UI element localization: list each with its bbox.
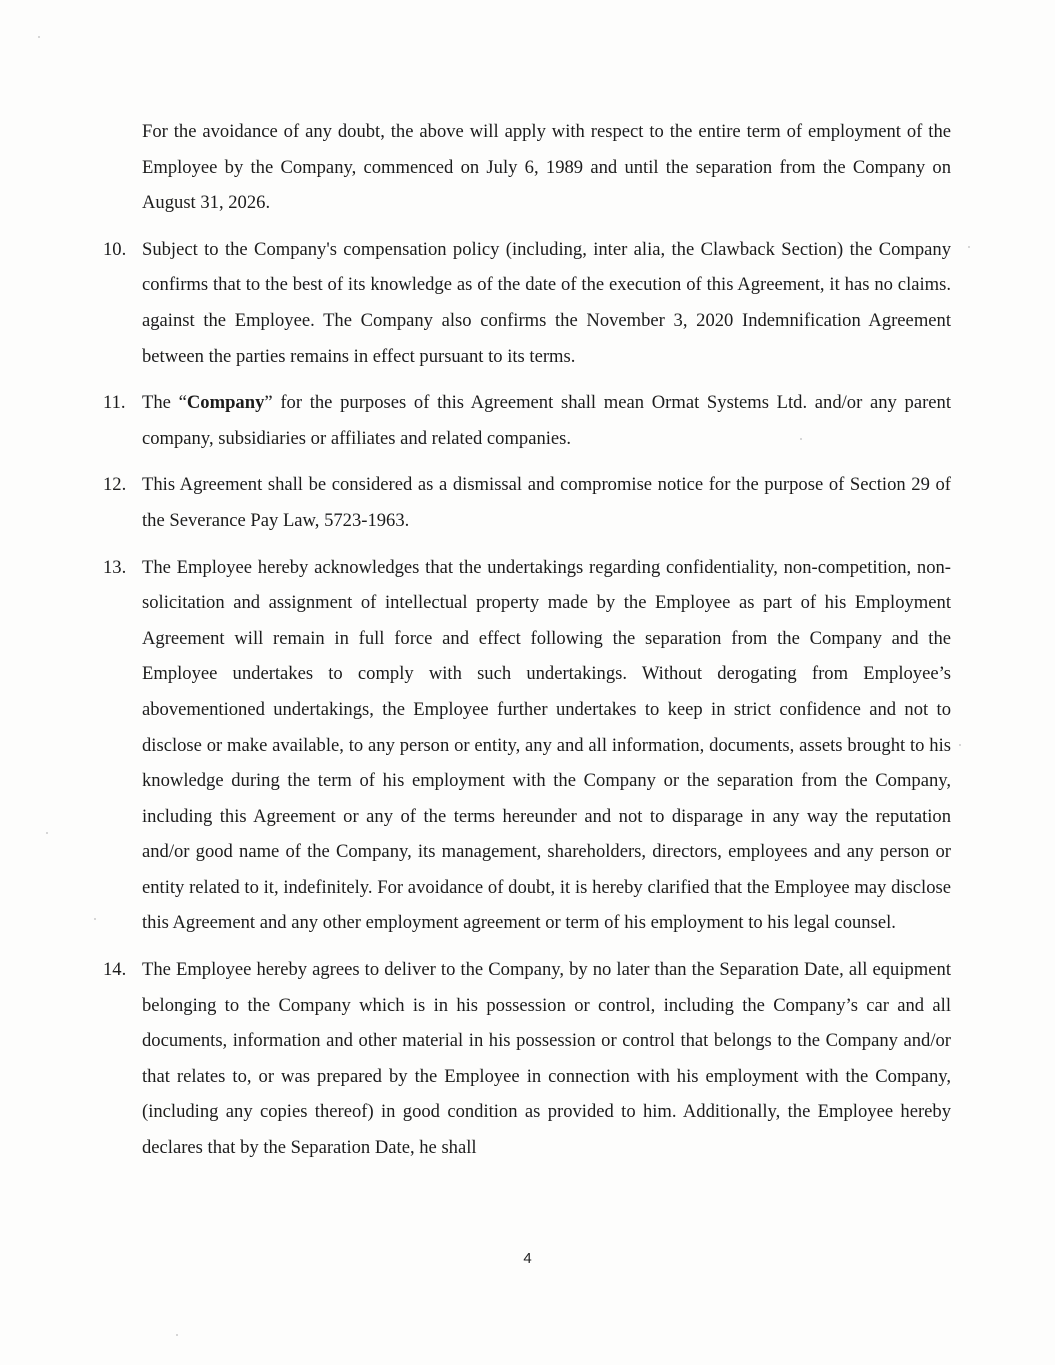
scan-speck bbox=[968, 246, 970, 248]
document-body bbox=[103, 114, 951, 1177]
clause-number: 10. bbox=[103, 238, 127, 260]
clause-text: The Employee hereby agrees to deliver to the Company, by no later than the Separation Date, all equipment belonging to the Company which is in his possession or control, including the Company’s car and all documents, information and other material in his possession or control that belongs to the Company and/or that relates to, or was prepared by the Employee in connection with his employment with the Company, (including any copies thereof) in good condition as provided to him. Additionally, the Employee hereby declares that by the Separation Date, he shall bbox=[142, 959, 951, 1159]
scan-speck bbox=[176, 1334, 178, 1336]
continuation-paragraph bbox=[103, 114, 951, 221]
defined-term: Company bbox=[186, 392, 265, 414]
clause-number: 11. bbox=[103, 392, 126, 414]
clause-14 bbox=[103, 952, 951, 1166]
clause-text bbox=[142, 385, 951, 456]
clause-number: 14. bbox=[103, 959, 127, 981]
clause-number: 12. bbox=[103, 474, 127, 496]
clause-11 bbox=[103, 385, 951, 456]
clause-text-after: ” for the purposes of this Agreement shall mean Ormat Systems Ltd. and/or any parent company, subsidiaries or affiliates and related companies. bbox=[142, 392, 951, 449]
scan-speck bbox=[46, 832, 48, 834]
clause-text: Subject to the Company's compensation policy (including, inter alia, the Clawback Section) the Company confirms that to the best of its knowledge as of the date of the execution of this Agreement, it has no claims. against the Employee. The Company also confirms the November 3, 2020 Indemnification Agreement between the parties remains in effect pursuant to its terms. bbox=[142, 238, 951, 367]
scan-speck bbox=[38, 36, 40, 38]
clause-10 bbox=[103, 232, 951, 374]
clause-12 bbox=[103, 467, 951, 538]
clause-text-before: The “ bbox=[142, 392, 187, 414]
clause-text: The Employee hereby acknowledges that the undertakings regarding confidentiality, non-competition, non-solicitation and assignment of intellectual property made by the Employee as part of his Employment Agreement will remain in full force and effect following the separation from the Company and the Employee undertakes to comply with such undertakings. Without derogating from Employee’s abovementioned undertakings, the Employee further undertakes to keep in strict confidence and not to disclose or make available, to any person or entity, any and all information, documents, assets brought to his knowledge during the term of his employment with the Company or the separation from the Company, including this Agreement or any of the terms hereunder and not to disparage in any way the reputation and/or good name of the Company, its management, shareholders, directors, employees and any person or entity related to it, indefinitely. For avoidance of doubt, it is hereby clarified that the Employee may disclose this Agreement and any other employment agreement or term of his employment to his legal counsel. bbox=[142, 556, 951, 934]
clause-number: 13. bbox=[103, 556, 127, 578]
clause-text: This Agreement shall be considered as a dismissal and compromise notice for the purpose of Section 29 of the Severance Pay Law, 5723-1963. bbox=[142, 474, 951, 531]
scan-speck bbox=[959, 744, 961, 746]
page-number: 4 bbox=[523, 1250, 532, 1267]
paragraph-text: For the avoidance of any doubt, the above will apply with respect to the entire term of employment of the Employee by the Company, commenced on July 6, 1989 and until the separation from the Company on August 31, 2026. bbox=[142, 121, 951, 214]
scan-speck bbox=[94, 918, 96, 920]
clause-13 bbox=[103, 550, 951, 942]
